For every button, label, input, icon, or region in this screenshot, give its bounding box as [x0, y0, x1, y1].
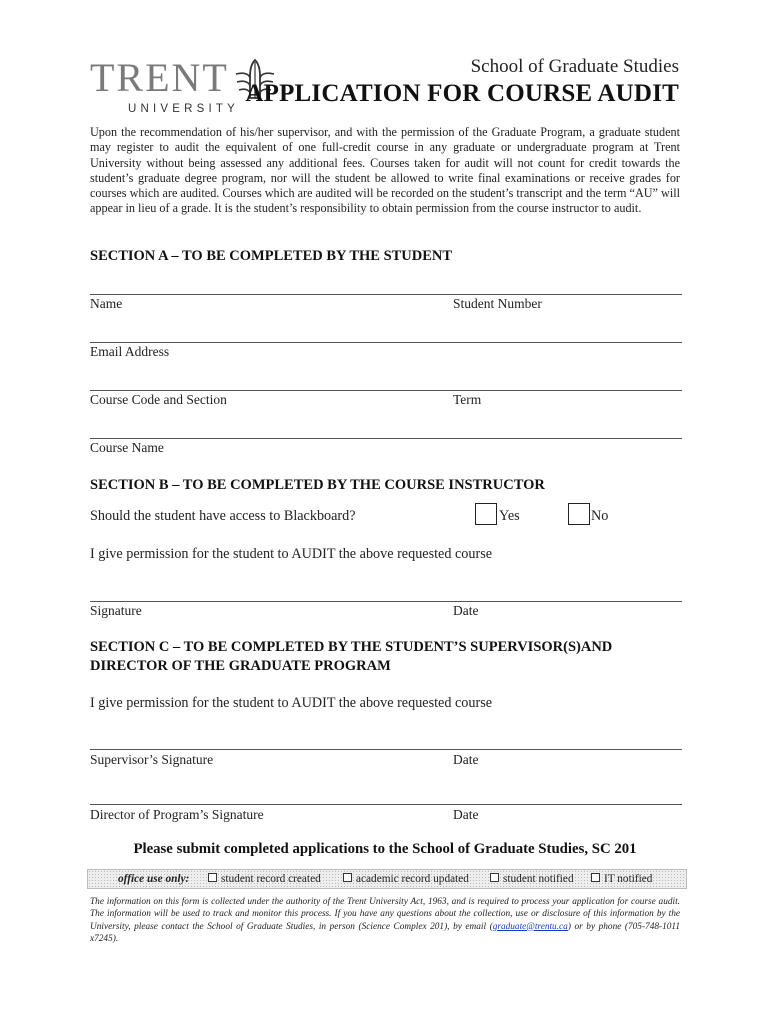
student-number-label: Student Number — [453, 296, 542, 311]
checkbox-icon — [343, 873, 352, 882]
privacy-text: The information on this form is collected under the authority of the Trent University Act, 1963, and is required to process your application for course audit. The information will be used to track and monitor this process. If you have any questions about the collection, use or disclosure of this information by the University, please contact the School of Graduate Studies, in person (Science Complex 201), by email ( — [90, 897, 680, 932]
office-checkbox-record-created[interactable] — [208, 870, 321, 888]
form-title: APPLICATION FOR COURSE AUDIT — [245, 80, 679, 107]
checkbox-icon — [490, 873, 499, 882]
divider — [90, 804, 682, 805]
course-code-label: Course Code and Section — [90, 392, 227, 407]
intro-paragraph: Upon the recommendation of his/her supervisor, and with the permission of the Graduate Program, a graduate student may register to audit the equivalent of one full-credit course in any graduate or undergraduate program at Trent University without being assessed any additional fees. Courses taken for audit will not count for credit towards the student’s graduate degree program, nor will the student be allowed to write final examinations or receive grades for courses which are audited. Courses which are audited will be recorded on the student’s transcript and the term “AU” will appear in lieu of a grade. It is the student’s responsibility to obtain permission from the course instructor to audit. — [90, 125, 680, 216]
director-signature-label: Director of Program’s Signature — [90, 807, 264, 822]
office-checkbox-academic-updated[interactable] — [343, 870, 469, 888]
checkbox-icon — [591, 873, 600, 882]
signature-label: Signature — [90, 603, 142, 618]
date-label: Date — [453, 807, 479, 822]
office-use-label: office use only: — [118, 873, 190, 885]
email-label: Email Address — [90, 344, 170, 359]
date-label: Date — [453, 752, 479, 767]
divider — [90, 342, 682, 343]
logo-wordmark: TRENT — [90, 55, 229, 100]
date-label: Date — [453, 603, 479, 618]
checkbox-icon — [208, 873, 217, 882]
no-checkbox[interactable] — [568, 503, 590, 525]
graduate-email-link[interactable]: graduate@trentu.ca — [492, 921, 568, 932]
no-label: No — [591, 508, 609, 524]
logo-university-text: UNIVERSITY — [128, 103, 240, 115]
yes-label: Yes — [499, 508, 520, 524]
name-label: Name — [90, 296, 123, 311]
section-c-heading-line1: SECTION C – TO BE COMPLETED BY THE STUDENT’S SUPERVISOR(S)AND — [90, 639, 613, 655]
office-use-bar — [87, 869, 687, 889]
divider — [90, 601, 682, 602]
office-item-label: student notified — [503, 873, 574, 885]
divider — [90, 438, 682, 439]
school-name: School of Graduate Studies — [470, 56, 679, 77]
course-name-label: Course Name — [90, 440, 164, 455]
privacy-text-end: ) or by phone (705-748-1011 x7245). — [90, 921, 680, 944]
yes-checkbox[interactable] — [475, 503, 497, 525]
section-a-heading: SECTION A – TO BE COMPLETED BY THE STUDENT — [90, 248, 453, 264]
divider — [90, 749, 682, 750]
instructor-permission-text: I give permission for the student to AUDIT the above requested course — [90, 546, 493, 562]
supervisor-permission-text: I give permission for the student to AUDIT the above requested course — [90, 695, 493, 711]
office-item-label: student record created — [221, 873, 321, 885]
section-c-heading — [90, 638, 612, 676]
section-b-heading: SECTION B – TO BE COMPLETED BY THE COURSE INSTRUCTOR — [90, 477, 545, 493]
office-item-label: academic record updated — [356, 873, 469, 885]
submit-instructions: Please submit completed applications to the School of Graduate Studies, SC 201 — [133, 841, 637, 857]
privacy-notice — [90, 896, 680, 945]
divider — [90, 294, 682, 295]
office-item-label: IT notified — [604, 873, 653, 885]
blackboard-question: Should the student have access to Blackboard? — [90, 508, 356, 524]
divider — [90, 390, 682, 391]
supervisor-signature-label: Supervisor’s Signature — [90, 752, 214, 767]
office-checkbox-it-notified[interactable] — [591, 870, 652, 888]
office-checkbox-student-notified[interactable] — [490, 870, 574, 888]
term-label: Term — [453, 392, 482, 407]
section-c-heading-line2: DIRECTOR OF THE GRADUATE PROGRAM — [90, 658, 391, 674]
